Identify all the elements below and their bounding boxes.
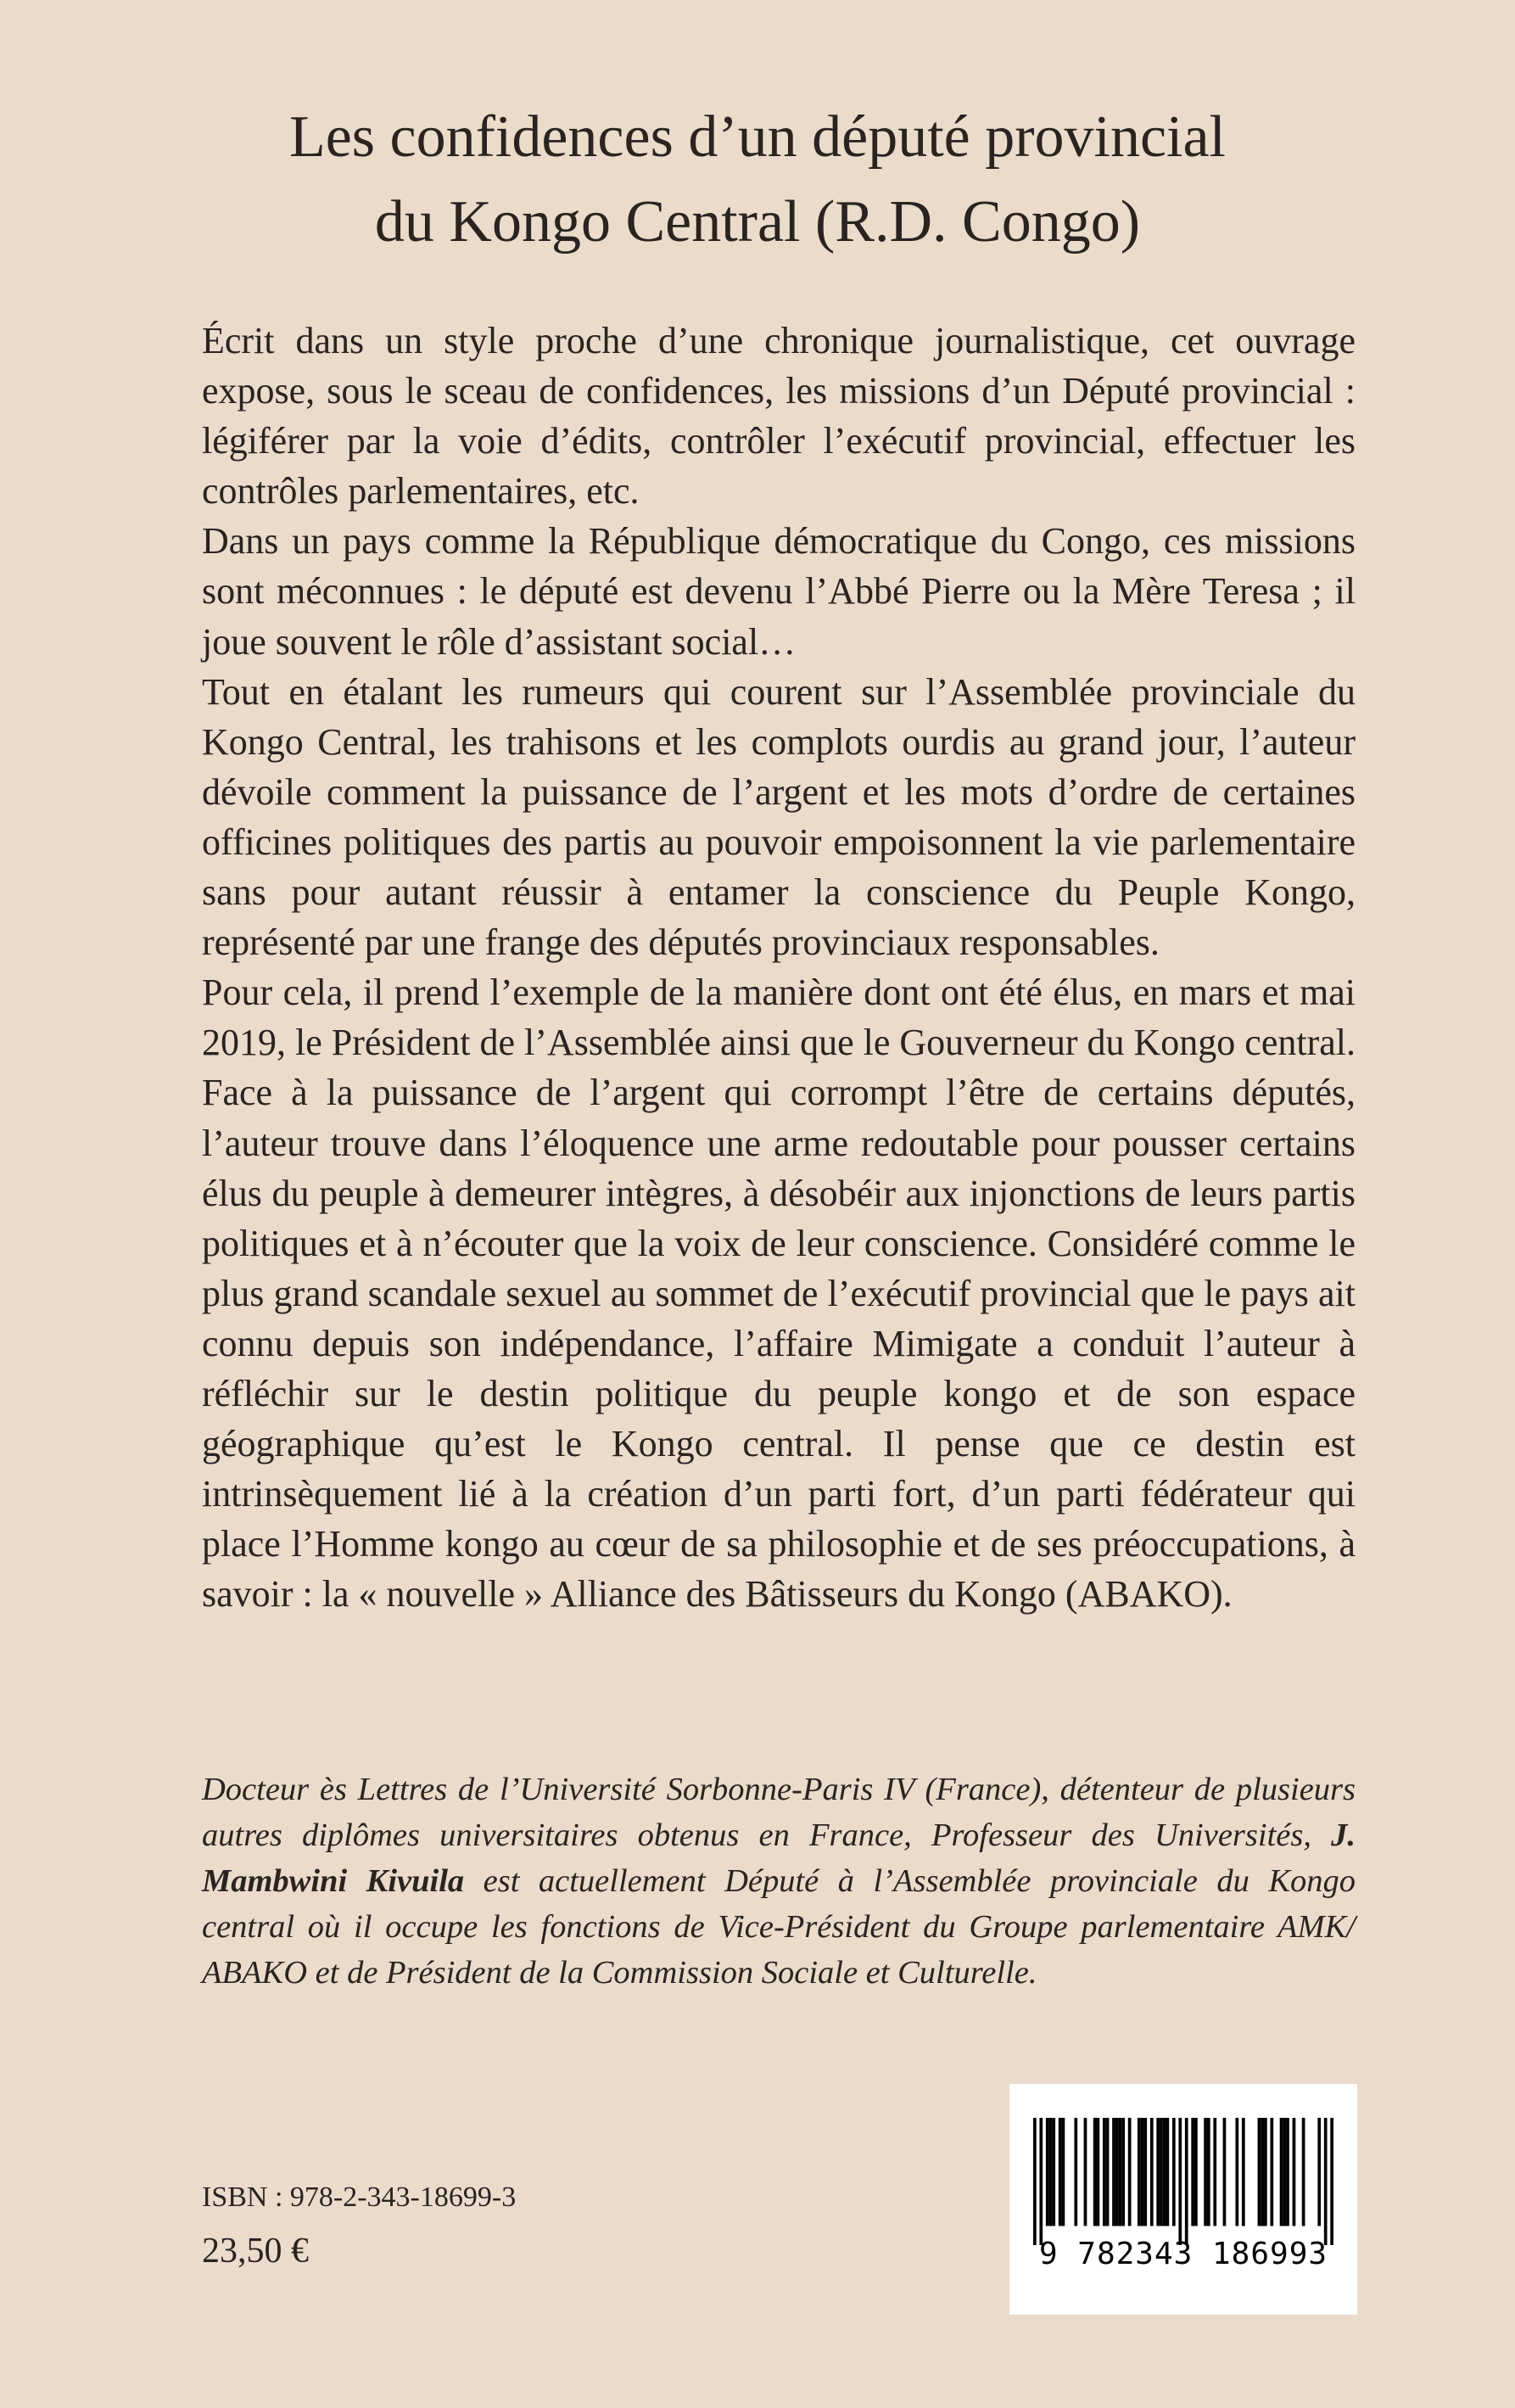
barcode-bar [1138, 2118, 1141, 2226]
book-title [0, 95, 1515, 265]
barcode-bar [1103, 2118, 1106, 2226]
blurb [202, 316, 1356, 1619]
barcode-bar [1213, 2118, 1216, 2226]
barcode [1009, 2084, 1357, 2315]
barcode-bar [1223, 2118, 1227, 2226]
author-bio-intro: Docteur ès Lettres de l’Université Sorbonne-Paris IV (France), détenteur de plusieurs autres diplômes universitaires obtenus en France, Professeur des Universités, [202, 1772, 1356, 1853]
barcode-digits: 9 782343 186993 [1038, 2237, 1328, 2271]
barcode-bar [1143, 2118, 1147, 2226]
barcode-bar [1293, 2118, 1296, 2226]
barcode-bar [1150, 2118, 1154, 2226]
blurb-paragraph: Dans un pays comme la République démocratique du Congo, ces missions sont méconnues : le député est devenu l’Abbé Pierre ou la Mère Teresa ; il joue souvent le rôle d’assistant social… [202, 520, 1356, 663]
barcode-bar [1128, 2118, 1132, 2226]
book-title-line-1: Les confidences d’un député provincial [288, 104, 1227, 170]
barcode-bar [1074, 2118, 1077, 2226]
barcode-bar [1185, 2118, 1188, 2245]
barcode-bar [1156, 2118, 1160, 2226]
blurb-paragraph: Pour cela, il prend l’exemple de la manière dont ont été élus, en mars et mai 2019, le Président de l’Assemblée ainsi que le Gouverneur du Kongo central. Face à la puissance de l’argent qui corrompt l’être de certains députés, l’auteur trouve dans l’éloquence une arme redoutable pour pousser certains élus du peuple à demeurer intègres, à désobéir aux injonctions de leurs partis politiques et à n’écouter que la voix de leur conscience. Considéré comme le plus grand scandale sexuel au sommet de l’exécutif provincial que le pays ait connu depuis son indépendance, l’affaire Mimigate a conduit l’auteur à réfléchir sur le destin politique du peuple kongo et de son espace géographique qu’est le Kongo central. Il pense que ce destin est intrinsèquement lié à la création d’un parti fort, d’un parti fédérateur qui place l’Homme kongo au cœur de sa philosophie et de ses préoccupations, à savoir : la « nouvelle » Alliance des Bâtisseurs du Kongo (ABAKO). [202, 972, 1356, 1616]
barcode-bar [1039, 2118, 1043, 2245]
blurb-paragraph: Écrit dans un style proche d’une chronique journalistique, cet ouvrage expose, sous le sceau de confidences, les missions d’un Député provincial : légiférer par la voie d’édits, contrôler l’exécutif provincial, effectuer les contrôles parlementaires, etc. [202, 320, 1356, 512]
barcode-bar [1242, 2118, 1245, 2226]
barcode-bar [1261, 2118, 1264, 2226]
author-bio-rest: est actuellement Député à l’Assemblée provinciale du Kongo central où il occupe les fonctions de Vice-Président du Groupe parlementaire AMK/ ABAKO et de Président de la Commission Sociale et Culturelle. [202, 1863, 1356, 1991]
barcode-bar [1324, 2118, 1328, 2245]
barcode-bar [1049, 2118, 1053, 2226]
barcode-bar [1119, 2118, 1122, 2226]
book-title-line-2: du Kongo Central (R.D. Congo) [374, 189, 1141, 255]
barcode-bar [1302, 2118, 1305, 2226]
barcode-bar [1166, 2118, 1170, 2226]
barcode-bar [1280, 2118, 1283, 2226]
barcode-bar [1059, 2118, 1062, 2226]
barcode-bar [1084, 2118, 1087, 2226]
barcode-bar [1033, 2118, 1037, 2245]
barcode-bar [1097, 2118, 1100, 2226]
barcode-bar [1160, 2118, 1163, 2226]
barcode-bar [1046, 2118, 1049, 2226]
barcode-bar [1235, 2118, 1238, 2226]
barcode-bars [1033, 2118, 1333, 2245]
barcode-bar [1264, 2118, 1267, 2226]
author-name: J. Mambwini Kivuila [202, 1817, 1356, 1899]
barcode-bar [1286, 2118, 1289, 2226]
blurb-paragraph: Tout en étalant les rumeurs qui courent sur l’Assemblée provinciale du Kongo Central, les trahisons et les complots ourdis au grand jour, l’auteur dévoile comment la puissance de l’argent et les mots d’ordre de certaines officines politiques des partis au pouvoir empoisonnent la vie parlementaire sans pour autant réussir à entamer la conscience du Peuple Kongo, représenté par une frange des députés provinciaux responsables. [202, 670, 1356, 964]
barcode-bar [1330, 2118, 1333, 2245]
barcode-bar [1258, 2118, 1261, 2226]
barcode-bar [1163, 2118, 1166, 2226]
barcode-bar [1317, 2118, 1321, 2226]
barcode-bar [1283, 2118, 1286, 2226]
barcode-bar [1204, 2118, 1207, 2226]
barcode-bar [1093, 2118, 1097, 2226]
barcode-bar [1062, 2118, 1065, 2226]
barcode-bar [1121, 2118, 1125, 2226]
price: 23,50 € [202, 2232, 309, 2271]
barcode-bar [1141, 2118, 1144, 2226]
barcode-bar [1172, 2118, 1176, 2226]
barcode-bar [1178, 2118, 1182, 2245]
barcode-bar [1194, 2118, 1198, 2226]
barcode-bar [1207, 2118, 1210, 2226]
barcode-bar [1106, 2118, 1110, 2226]
barcode-bar [1115, 2118, 1119, 2226]
author-bio [202, 1767, 1356, 1996]
barcode-bar [1270, 2118, 1273, 2226]
isbn: ISBN : 978-2-343-18699-3 [202, 2181, 517, 2213]
barcode-bar [1112, 2118, 1115, 2226]
barcode-bar [1052, 2118, 1055, 2226]
barcode-bar [1191, 2118, 1194, 2226]
